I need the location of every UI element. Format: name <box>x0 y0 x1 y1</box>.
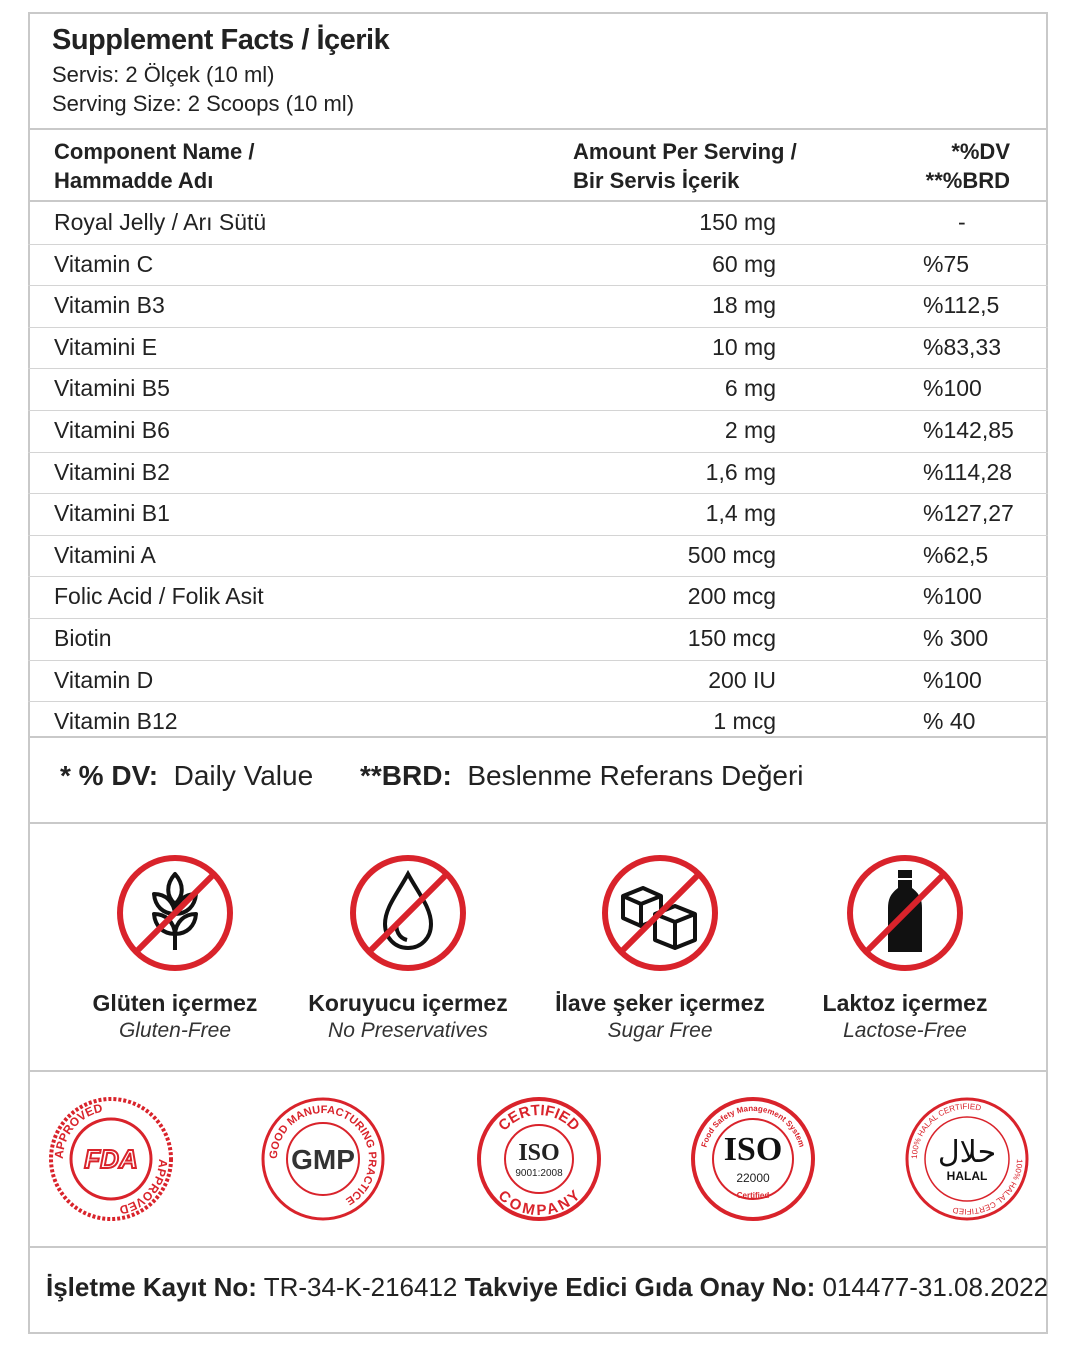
nutrient-amount: 200 mcg <box>687 583 776 610</box>
iso-9001-seal-icon <box>474 1094 604 1224</box>
nutrient-amount: 2 mg <box>724 417 776 443</box>
badges-divider <box>28 1070 1048 1072</box>
iso-22000-seal-icon <box>688 1094 818 1224</box>
panel-title: Supplement Facts / İçerik <box>52 24 390 56</box>
nutrient-amount: 500 mcg <box>687 541 776 568</box>
bottle-crossed-icon <box>844 852 966 974</box>
svg-text:COMPANY <box>495 1187 584 1219</box>
nutrient-name: Folic Acid / Folik Asit <box>54 583 264 610</box>
serving-size-tr: Servis: 2 Ölçek (10 ml) <box>52 62 275 87</box>
row-divider <box>28 327 1048 328</box>
drop-crossed-icon <box>347 852 469 974</box>
iso9001-ring-bottom: COMPANY <box>494 1187 584 1220</box>
fda-ring-1: APPROVED <box>51 1100 104 1160</box>
registration-footer <box>46 1272 1048 1303</box>
row-divider <box>28 576 1048 577</box>
column-header-amount <box>573 137 797 195</box>
approval-label: Takviye Edici Gıda Onay No: <box>464 1272 816 1302</box>
badge-no-preservatives-en: No Preservatives <box>328 1019 488 1042</box>
nutrient-name: Vitamini B2 <box>54 458 170 485</box>
nutrient-name: Vitamin C <box>54 250 154 277</box>
nutrient-daily-value: %127,27 <box>923 500 1014 527</box>
badge-lactose-free <box>790 852 1020 1043</box>
table-bottom-divider <box>28 736 1048 738</box>
wheat-crossed-icon <box>114 852 236 974</box>
badge-sugar-free-tr: İlave şeker içermez <box>555 990 765 1016</box>
fda-approved-seal-icon <box>46 1094 176 1224</box>
nutrient-name: Vitamini B1 <box>54 500 170 527</box>
nutrient-amount: 150 mcg <box>687 625 776 651</box>
row-divider <box>28 285 1048 286</box>
badge-gluten-free-en: Gluten-Free <box>118 1019 232 1042</box>
nutrient-daily-value: %75 <box>923 250 970 277</box>
badge-no-preservatives-tr: Koruyucu içermez <box>308 990 508 1016</box>
gmp-label: GMP <box>291 1144 355 1175</box>
badge-lactose-free-en: Lactose-Free <box>843 1019 967 1042</box>
business-registration-label: İşletme Kayıt No: <box>46 1272 257 1302</box>
halal-ring-2: 100% HALAL CERTIFIED <box>951 1158 1025 1217</box>
nutrient-daily-value: %114,28 <box>923 458 1013 485</box>
column-header-amount-line2: Bir Servis İçerik <box>573 168 740 193</box>
halal-label: HALAL <box>946 1169 988 1183</box>
column-header-dv-line2: **%BRD <box>925 168 1010 193</box>
badge-no-preservatives <box>293 852 523 1043</box>
nutrient-amount: 60 mg <box>712 250 776 277</box>
nutrient-daily-value: % 300 <box>923 625 989 651</box>
halal-ring-1: 100% HALAL CERTIFIED <box>909 1101 983 1160</box>
row-divider <box>28 535 1048 536</box>
fda-label: FDA <box>84 1144 138 1174</box>
nutrient-name: Vitamini B5 <box>54 375 170 402</box>
business-registration-number: TR-34-K-216412 <box>263 1272 458 1302</box>
row-divider <box>28 493 1048 494</box>
certs-divider <box>28 1246 1048 1248</box>
column-header-amount-line1: Amount Per Serving / <box>573 139 797 164</box>
nutrient-amount: 6 mg <box>724 375 776 402</box>
iso9001-label: ISO <box>518 1140 560 1166</box>
nutrient-daily-value: %83,33 <box>923 333 1002 360</box>
gmp-ring-text: GOOD MANUFACTURING PRACTICE <box>267 1103 379 1207</box>
nutrient-daily-value: %100 <box>923 375 982 402</box>
approval-number: 014477-31.08.2022 <box>822 1272 1049 1302</box>
badge-sugar-free-en: Sugar Free <box>607 1019 713 1042</box>
row-divider <box>28 410 1048 411</box>
legend-brd-key: **BRD: <box>360 760 452 791</box>
nutrient-name: Royal Jelly / Arı Sütü <box>54 209 267 235</box>
nutrient-name: Biotin <box>54 625 112 651</box>
nutrient-name: Vitamini E <box>54 333 158 360</box>
nutrient-name: Vitamini A <box>54 541 156 568</box>
column-header-name-line1: Component Name / <box>54 139 255 164</box>
row-divider <box>28 701 1048 702</box>
iso22000-label: ISO <box>723 1131 783 1168</box>
iso22000-ring-bottom: Certified <box>736 1191 770 1200</box>
legend-divider <box>28 822 1048 824</box>
column-header-name-line2: Hammadde Adı <box>54 168 214 193</box>
nutrient-daily-value: % 40 <box>923 708 976 735</box>
nutrient-amount: 150 mg <box>699 209 776 235</box>
nutrient-amount: 1,6 mg <box>705 458 776 485</box>
nutrient-amount: 10 mg <box>712 333 776 360</box>
legend-dv-key: * % DV: <box>60 760 159 791</box>
row-divider <box>28 618 1048 619</box>
row-divider <box>28 660 1048 661</box>
badge-gluten-free <box>60 852 290 1043</box>
iso22000-number: 22000 <box>736 1171 770 1185</box>
halal-seal-icon <box>902 1094 1032 1224</box>
row-divider <box>28 244 1048 245</box>
gmp-seal-icon <box>258 1094 388 1224</box>
iso22000-ring-top: Food Safety Management System <box>699 1103 807 1149</box>
header-divider <box>28 128 1048 130</box>
nutrient-daily-value: %62,5 <box>923 541 989 568</box>
column-header-divider <box>28 200 1048 202</box>
iso9001-number: 9001:2008 <box>515 1168 563 1179</box>
nutrient-name: Vitamin D <box>54 666 154 693</box>
nutrient-amount: 200 IU <box>708 666 776 693</box>
badge-lactose-free-tr: Laktoz içermez <box>822 990 988 1016</box>
legend-brd-text: Beslenme Referans Değeri <box>467 760 804 791</box>
nutrient-daily-value: %142,85 <box>923 417 1014 443</box>
nutrient-name: Vitamin B12 <box>54 708 178 735</box>
nutrient-name: Vitamin B3 <box>54 292 165 319</box>
iso9001-ring-top: CERTIFIED <box>495 1101 583 1135</box>
nutrient-name: Vitamini B6 <box>54 417 170 443</box>
legend-dv <box>60 760 313 792</box>
row-divider <box>28 368 1048 369</box>
row-divider <box>28 452 1048 453</box>
nutrient-daily-value: %112,5 <box>923 292 1000 319</box>
nutrient-amount: 18 mg <box>712 292 776 319</box>
badge-sugar-free <box>545 852 775 1043</box>
legend-brd <box>360 760 804 792</box>
column-header-dv-line1: *%DV <box>951 139 1010 164</box>
sugar-cube-crossed-icon <box>599 852 721 974</box>
nutrient-amount: 1,4 mg <box>705 500 776 527</box>
panel-header <box>52 20 389 118</box>
fda-ring-2: APPROVED <box>118 1158 171 1218</box>
serving-size-en: Serving Size: 2 Scoops (10 ml) <box>52 91 355 116</box>
column-header-dv <box>926 137 1010 195</box>
nutrient-daily-value: %100 <box>923 583 982 610</box>
nutrient-daily-value: %100 <box>923 666 982 693</box>
legend-dv-text: Daily Value <box>173 760 314 791</box>
badge-gluten-free-tr: Glüten içermez <box>92 990 258 1016</box>
nutrient-amount: 1 mcg <box>713 708 776 735</box>
nutrient-daily-value: - <box>958 209 966 235</box>
column-header-name <box>54 137 254 195</box>
halal-arabic: حلال <box>937 1135 997 1170</box>
